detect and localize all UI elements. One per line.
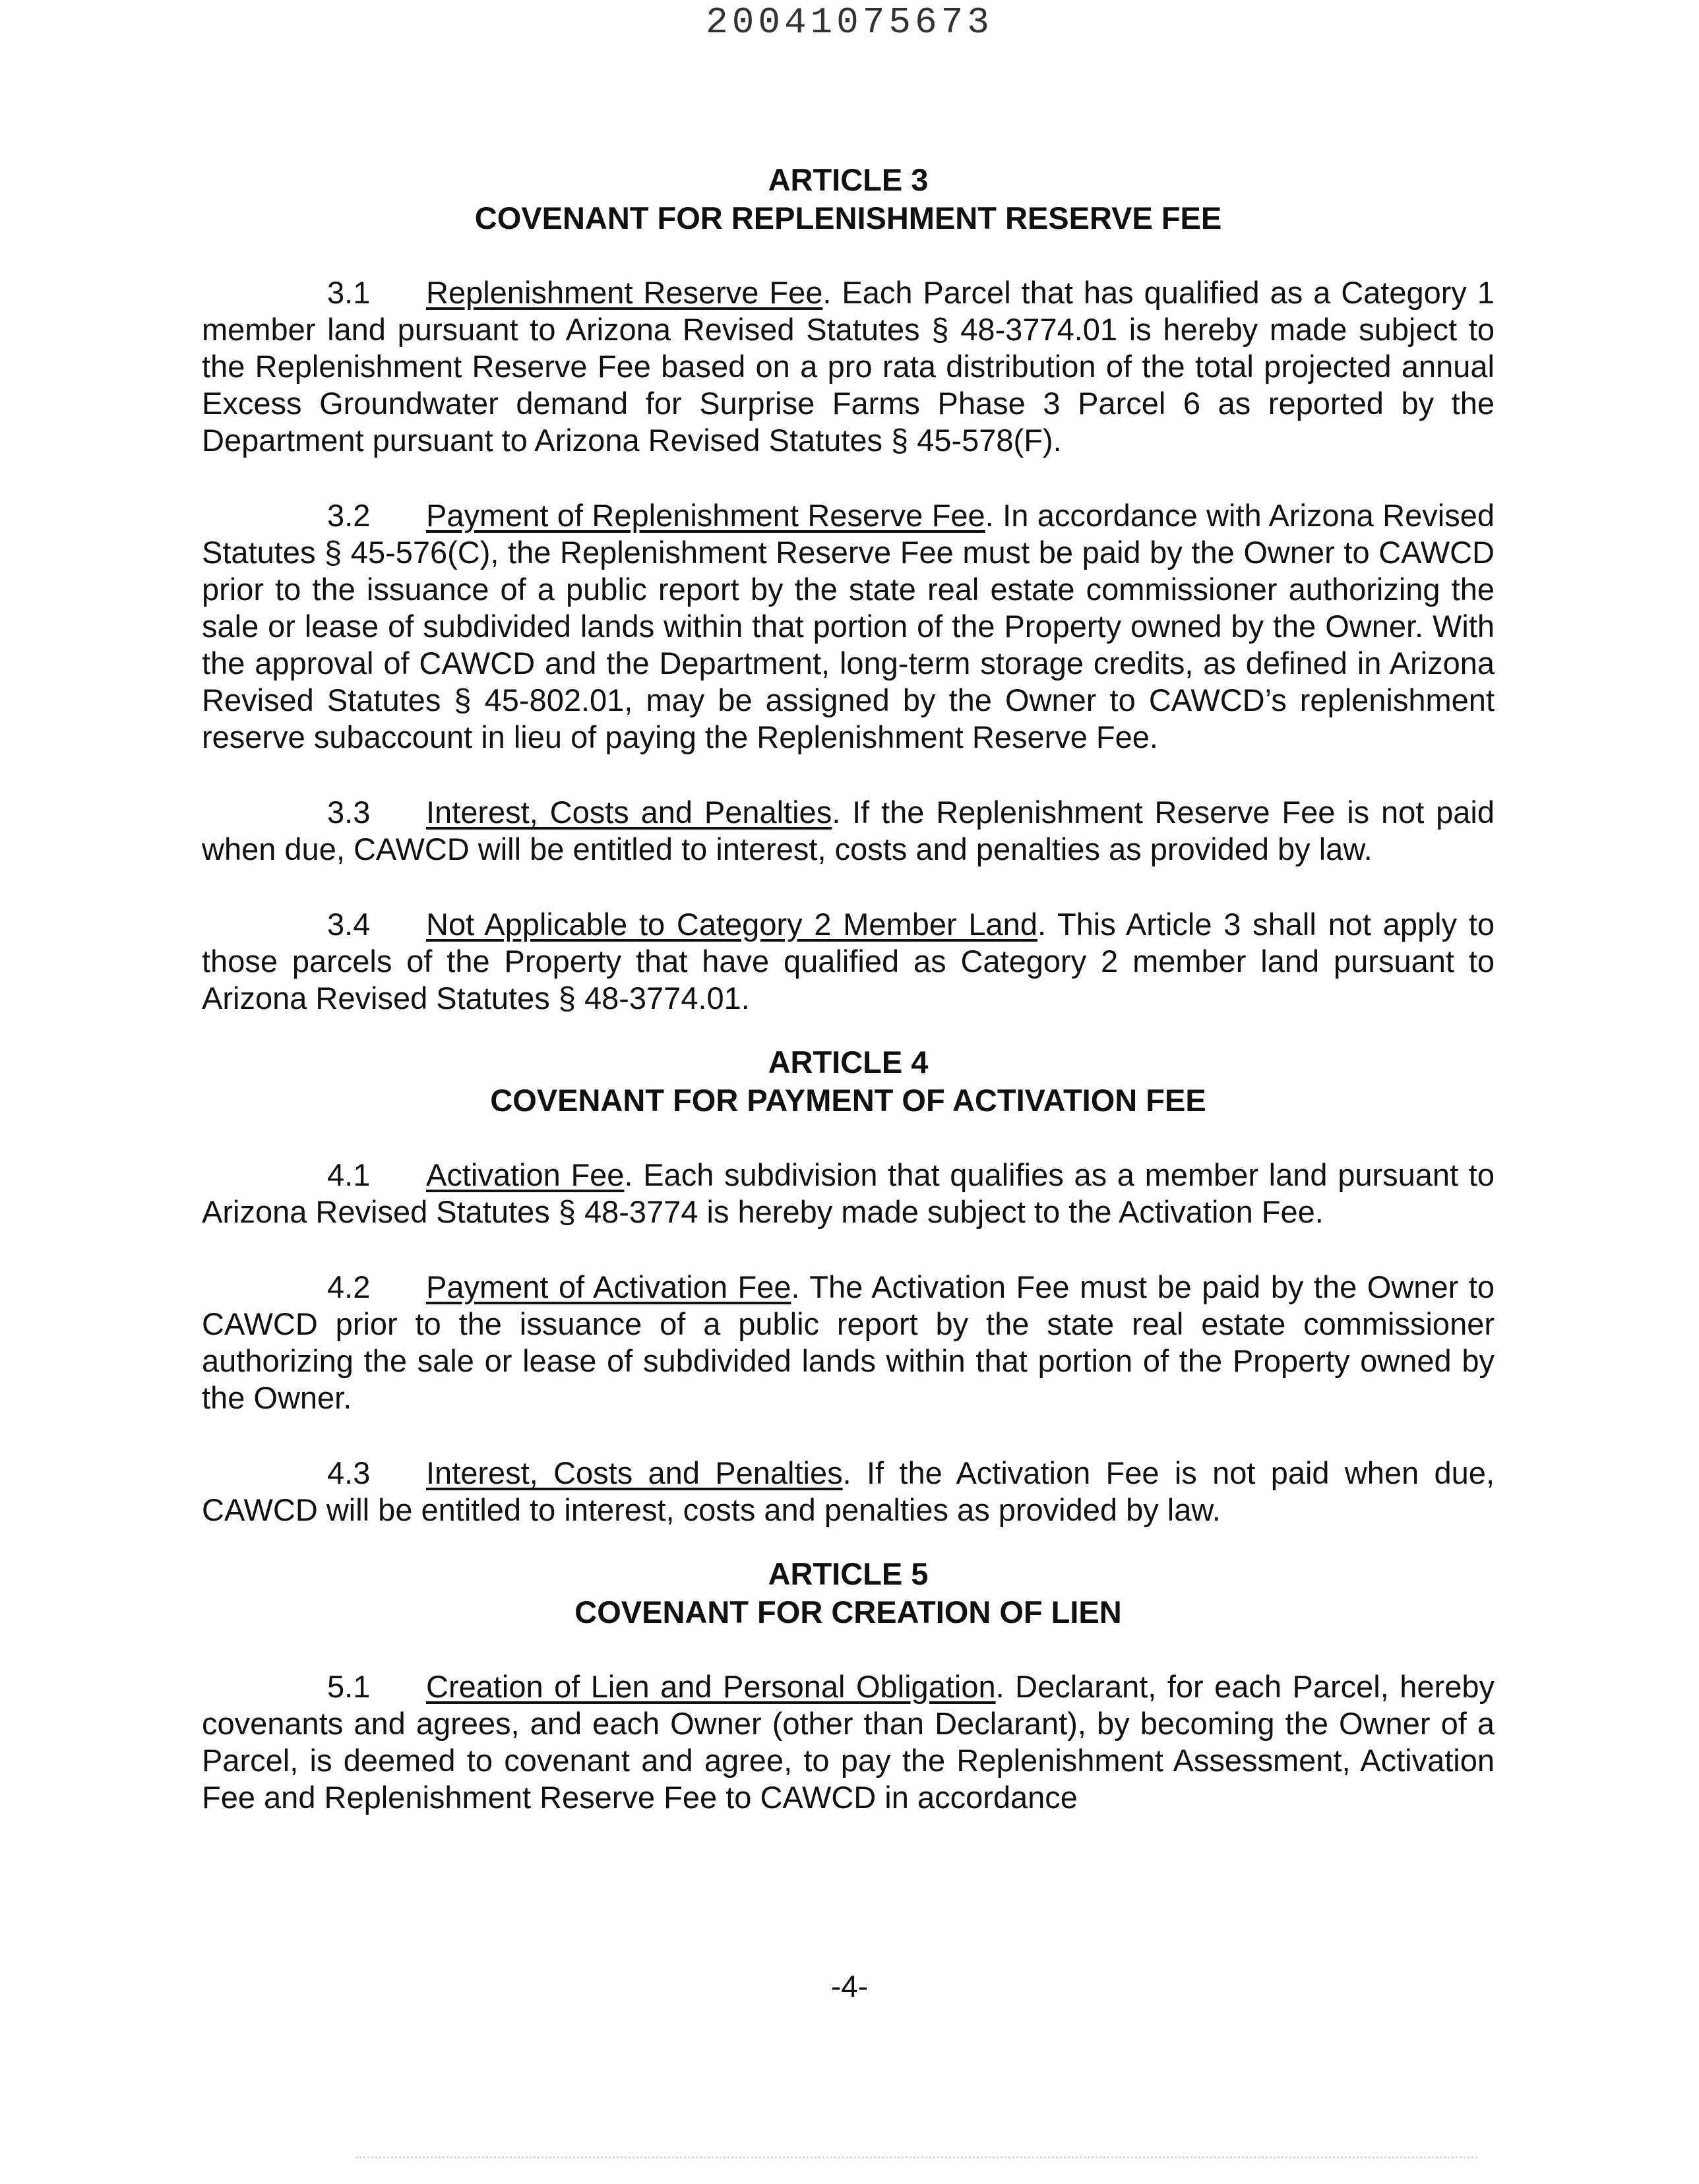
- section-title: Payment of Replenishment Reserve Fee: [426, 498, 985, 533]
- section-3-1: 3.1 Replenishment Reserve Fee. Each Parcel that has qualified as a Category 1 member land pursuant to Arizona Revised Statutes § 48-3774.01 is hereby made subject to the Replenishment Reserve Fee based on a pro rata distribution of the total projected annual Excess Groundwater demand for Surprise Farms Phase 3 Parcel 6 as reported by the Department pursuant to Arizona Revised Statutes § 45-578(F).: [202, 275, 1495, 458]
- section-title: Interest, Costs and Penalties: [426, 795, 832, 830]
- section-number: 5.1: [327, 1669, 371, 1704]
- section-text: In accordance with Arizona Revised Statutes § 45-576(C), the Replenishment Reserve Fee must be paid by the Owner to CAWCD prior to the issuance of a public report by the state real estate commissioner authorizing the sale or lease of subdivided lands within that portion of the Property owned by the Owner. With the approval of CAWCD and the Department, long-term storage credits, as defined in Arizona Revised Statutes § 45-802.01, may be assigned by the Owner to CAWCD’s replenishment reserve subaccount in lieu of paying the Replenishment Reserve Fee.: [202, 498, 1495, 754]
- article-3-heading: [202, 161, 1495, 237]
- page-number: -4-: [830, 1969, 869, 2003]
- document-number: 20041075673: [706, 1, 993, 44]
- section-text: Each Parcel that has qualified as a Category 1 member land pursuant to Arizona Revised Statutes § 48-3774.01 is hereby made subject to the Replenishment Reserve Fee based on a pro rata distribution of the total projected annual Excess Groundwater demand for Surprise Farms Phase 3 Parcel 6 as reported by the Department pursuant to Arizona Revised Statutes § 45-578(F).: [202, 275, 1495, 458]
- article-3-title: ARTICLE 3: [768, 162, 929, 197]
- article-4: [202, 1043, 1495, 1529]
- section-3-3: 3.3 Interest, Costs and Penalties. If the Replenishment Reserve Fee is not paid when due, CAWCD will be entitled to interest, costs and penalties as provided by law.: [202, 795, 1495, 866]
- article-5: [202, 1555, 1495, 1816]
- section-number: 3.1: [327, 275, 371, 310]
- section-title: Replenishment Reserve Fee: [426, 275, 823, 310]
- section-number: 3.3: [327, 795, 371, 830]
- section-number: 4.1: [327, 1157, 371, 1192]
- section-text: If the Activation Fee is not paid when due, CAWCD will be entitled to interest, costs and penalties as provided by law.: [202, 1455, 1495, 1527]
- section-number: 3.4: [327, 907, 371, 942]
- section-4-3: 4.3 Interest, Costs and Penalties. If the Activation Fee is not paid when due, CAWCD will be entitled to interest, costs and penalties as provided by law.: [202, 1455, 1495, 1527]
- section-3-4: 3.4 Not Applicable to Category 2 Member Land. This Article 3 shall not apply to those parcels of the Property that have qualified as Category 2 member land pursuant to Arizona Revised Statutes § 48-3774.01.: [202, 907, 1495, 1016]
- article-4-heading: [202, 1043, 1495, 1120]
- section-text: Each subdivision that qualifies as a member land pursuant to Arizona Revised Statutes § 48-3774 is hereby made subject to the Activation Fee.: [202, 1157, 1495, 1229]
- article-3-subtitle: COVENANT FOR REPLENISHMENT RESERVE FEE: [474, 200, 1222, 235]
- section-text: This Article 3 shall not apply to those parcels of the Property that have qualified as Category 2 member land pursuant to Arizona Revised Statutes § 48-3774.01.: [202, 907, 1495, 1016]
- section-number: 4.2: [327, 1269, 371, 1304]
- section-4-2: 4.2 Payment of Activation Fee. The Activation Fee must be paid by the Owner to CAWCD prior to the issuance of a public report by the state real estate commissioner authorizing the sale or lease of subdivided lands within that portion of the Property owned by the Owner.: [202, 1269, 1495, 1415]
- section-title: Interest, Costs and Penalties: [426, 1455, 843, 1490]
- section-title: Creation of Lien and Personal Obligation: [426, 1669, 996, 1704]
- article-3: [202, 161, 1495, 1017]
- section-title: Not Applicable to Category 2 Member Land: [426, 907, 1037, 942]
- section-4-1: 4.1 Activation Fee. Each subdivision that qualifies as a member land pursuant to Arizona Revised Statutes § 48-3774 is hereby made subject to the Activation Fee.: [202, 1157, 1495, 1229]
- article-5-heading: [202, 1555, 1495, 1631]
- section-text: The Activation Fee must be paid by the Owner to CAWCD prior to the issuance of a public report by the state real estate commissioner authorizing the sale or lease of subdivided lands within that portion of the Property owned by the Owner.: [202, 1269, 1495, 1415]
- section-number: 4.3: [327, 1455, 371, 1490]
- section-title: Activation Fee: [426, 1157, 625, 1192]
- section-5-1: 5.1 Creation of Lien and Personal Obligation. Declarant, for each Parcel, hereby covenants and agrees, and each Owner (other than Declarant), by becoming the Owner of a Parcel, is deemed to covenant and agree, to pay the Replenishment Assessment, Activation Fee and Replenishment Reserve Fee to CAWCD in accordance: [202, 1669, 1495, 1815]
- article-5-subtitle: COVENANT FOR CREATION OF LIEN: [574, 1594, 1122, 1629]
- article-4-title: ARTICLE 4: [768, 1045, 929, 1079]
- section-3-2: 3.2 Payment of Replenishment Reserve Fee. In accordance with Arizona Revised Statutes § 45-576(C), the Replenishment Reserve Fee must be paid by the Owner to CAWCD prior to the issuance of a public report by the state real estate commissioner authorizing the sale or lease of subdivided lands within that portion of the Property owned by the Owner. With the approval of CAWCD and the Department, long-term storage credits, as defined in Arizona Revised Statutes § 45-802.01, may be assigned by the Owner to CAWCD’s replenishment reserve subaccount in lieu of paying the Replenishment Reserve Fee.: [202, 498, 1495, 754]
- article-5-title: ARTICLE 5: [768, 1556, 929, 1591]
- article-4-subtitle: COVENANT FOR PAYMENT OF ACTIVATION FEE: [490, 1083, 1206, 1118]
- scan-artifact: [356, 2156, 1477, 2162]
- document-body: [202, 161, 1495, 1816]
- section-number: 3.2: [327, 498, 371, 533]
- section-text: If the Replenishment Reserve Fee is not paid when due, CAWCD will be entitled to interest, costs and penalties as provided by law.: [202, 795, 1495, 866]
- section-title: Payment of Activation Fee: [426, 1269, 791, 1304]
- section-text: Declarant, for each Parcel, hereby covenants and agrees, and each Owner (other than Declarant), by becoming the Owner of a Parcel, is deemed to covenant and agree, to pay the Replenishment Assessment, Activation Fee and Replenishment Reserve Fee to CAWCD in accordance: [202, 1669, 1495, 1815]
